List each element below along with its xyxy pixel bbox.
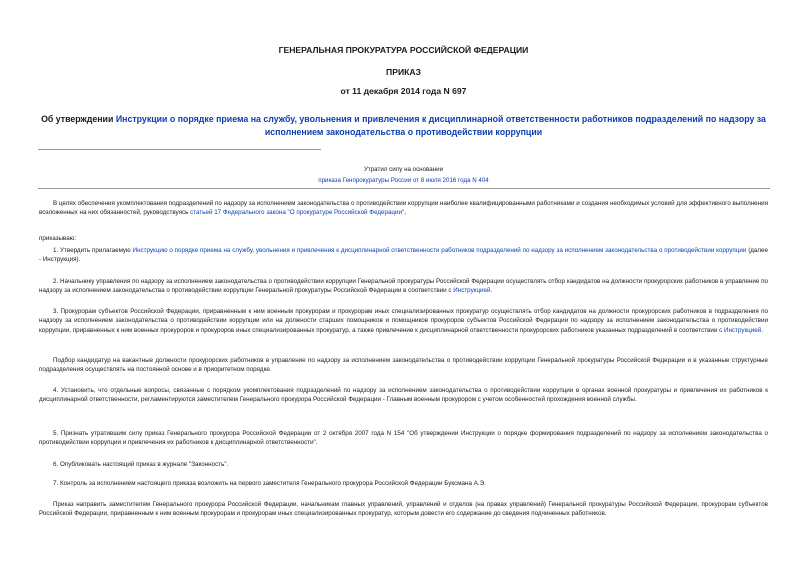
paragraph-4: 4. Установить, что отдельные вопросы, связанные с порядком укомплектования подразделений по надзору за исполнением законодательства о противодействии коррупции в органах военной прокуратуры и привлечения их работников к дисциплинарной ответственности, регламентируются заместителем Генерального прокурора Российской Федерации - Главным военным прокурором с учетом особенностей прохождения военной службы. — [39, 387, 768, 404]
paragraph-5: 5. Признать утратившим силу приказ Генерального прокурора Российской Федерации от 2 октября 2007 года N 154 "Об утверждении Инструкции о порядке формирования подразделений по надзору за исполнением законодательства о противодействии коррупции и привлечения их работников к дисциплинарной ответственности". — [39, 430, 768, 447]
paragraph-3-continued: Подбор кандидатур на вакантные должности прокурорских работников в управление по надзору за исполнением законодательства о противодействии коррупции Генеральной прокуратуры Российской Федерации и в указанные структурные подразделения осуществлять на постоянной основе и в приоритетном порядке. — [39, 357, 768, 374]
paragraph-1-end: (далее - Инструкция). — [39, 247, 768, 264]
status-line: Утратил силу на основании — [363, 166, 444, 173]
title-prefix: Об утверждении — [41, 114, 116, 124]
paragraph-2-end: . — [490, 287, 493, 295]
paragraph-3-text: 3. Прокурорам субъектов Российской Федерации, приравненным к ним военным прокурорам и прокурорам иных специализированных прокуратур осуществлять отбор кандидатов на должности прокурорских работников в подразделения по надзору за исполнением законодательства о противодействии коррупции или на должности старших помощников и помощников прокуроров субъектов Российской Федерации по надзору за исполнением законодательства о противодействии коррупции, приравненных к ним военных прокуроров и прокуроров иных специализированных прокуратур, а также привлечение к дисциплинарной ответственности прокурорских работников указанных подразделений в соответствии с — [39, 308, 768, 334]
paragraph-1-text: 1. Утвердить прилагаемую — [53, 247, 133, 254]
preamble-paragraph — [39, 199, 768, 218]
instruction-link-2[interactable]: Инструкцией — [453, 287, 491, 295]
paragraph-7: 7. Контроль за исполнением настоящего приказа возложить на первого заместителя Генерального прокурора Российской Федерации Буксмана А.Э. — [53, 480, 486, 487]
instruction-link-3[interactable]: Инструкцией — [723, 326, 762, 334]
date-number-heading: от 11 декабря 2014 года N 697 — [340, 86, 467, 96]
instruction-link[interactable]: Инструкцию о порядке приема на службу, увольнения и привлечения к дисциплинарной ответственности работников подразделений по надзору за исполнением законодательства о противодействии коррупции — [132, 247, 747, 254]
paragraph-3-end: . — [761, 326, 763, 334]
title-instruction-link[interactable]: Инструкции о порядке приема на службу, увольнения и привлечения к дисциплинарной ответственности работников подразделений по надзору за исполнением законодательства о противодействии коррупции — [115, 114, 766, 137]
paragraph-2 — [39, 277, 768, 296]
order-word: приказываю: — [39, 235, 77, 242]
separator-short — [38, 149, 321, 150]
preamble-end: , — [404, 209, 406, 217]
doc-type-heading: ПРИКАЗ — [386, 67, 421, 77]
law-article-link[interactable]: статьей 17 Федерального закона "О прокуратуре Российской Федерации" — [190, 209, 405, 217]
document-title — [36, 113, 771, 138]
org-heading: ГЕНЕРАЛЬНАЯ ПРОКУРАТУРА РОССИЙСКОЙ ФЕДЕРАЦИИ — [278, 45, 529, 55]
paragraph-6: 6. Опубликовать настоящий приказ в журнале "Законность". — [53, 461, 229, 468]
paragraph-1 — [39, 246, 768, 265]
paragraph-8: Приказ направить заместителям Генерального прокурора Российской Федерации, начальникам главных управлений, управлений и отделов (на правах управлений) Генеральной прокуратуры Российской Федерации, прокурорам субъектов Российской Федерации, приравненным к ним военным прокурорам и прокурорам иных специализированных прокуратур, которым довести его содержание до сведения подчиненных работников. — [39, 501, 768, 518]
preamble-text: В целях обеспечения укомплектования подразделений по надзору за исполнением законодательства о противодействии коррупции наиболее квалифицированными работниками и создания необходимых условий для эффективного выполнения возложенных на них обязанностей, руководствуясь — [39, 200, 768, 217]
paragraph-3 — [39, 307, 768, 335]
status-note — [36, 164, 771, 186]
repeal-order-link[interactable]: приказа Генпрокуратуры России от 8 июля 2016 года N 404 — [318, 177, 489, 184]
separator-full — [38, 188, 770, 189]
paragraph-2-text: 2. Начальнику управления по надзору за исполнением законодательства о противодействии коррупции Генеральной прокуратуры Российской Федерации осуществлять отбор кандидатов на должности прокурорских работников в управление по надзору за исполнением законодательства о противодействии коррупции Генеральной прокуратуры Российской Федерации в соответствии с — [39, 278, 768, 295]
